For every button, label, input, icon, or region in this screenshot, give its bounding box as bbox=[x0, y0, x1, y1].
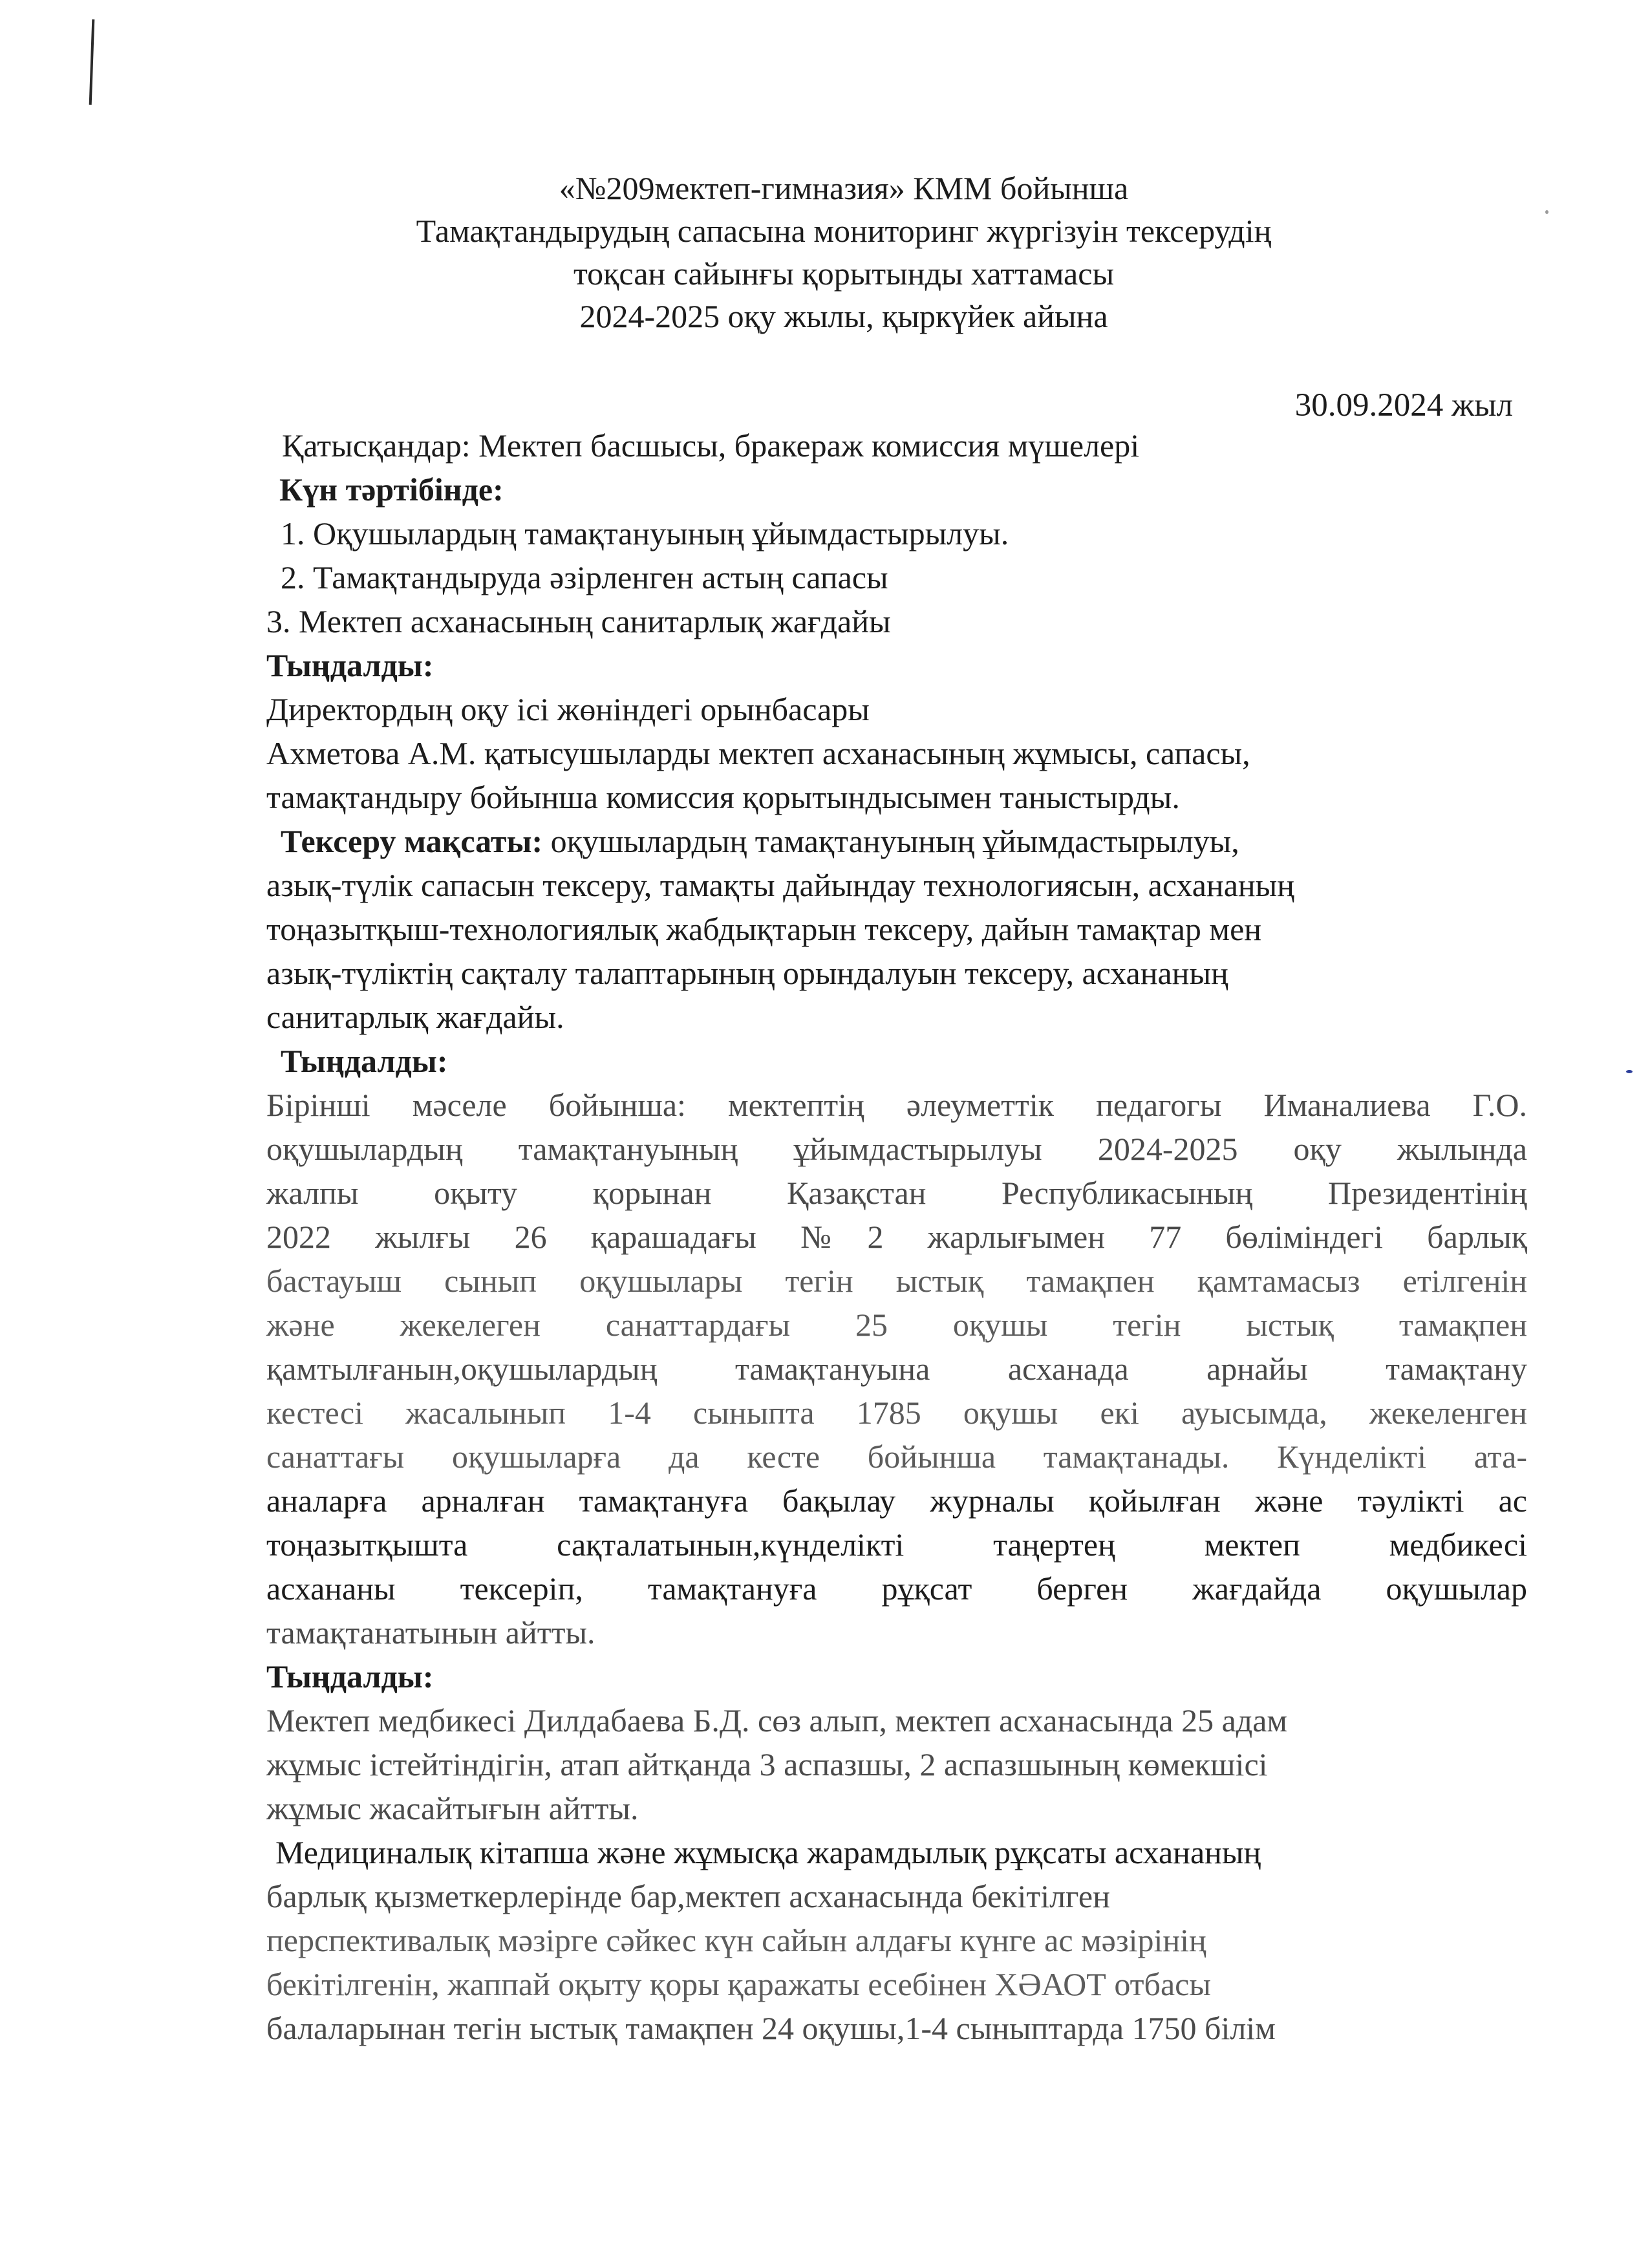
paragraph-line: бастауыш сынып оқушылары тегін ыстық тамақпен қамтамасыз етілгенін bbox=[266, 1263, 1527, 1299]
document-date: 30.09.2024 жыл bbox=[1294, 387, 1513, 423]
paragraph-line: қамтылғанын,оқушылардың тамақтануына асханада арнайы тамақтану bbox=[266, 1351, 1527, 1387]
paragraph-line: Мектеп медбикесі Дилдабаева Б.Д. сөз алып, мектеп асханасында 25 адам bbox=[266, 1702, 1288, 1738]
header-line-3: тоқсан сайынғы қорытынды хаттамасы bbox=[573, 255, 1115, 292]
heard-line: Ахметова А.М. қатысушыларды мектеп асханасының жұмысы, сапасы, bbox=[266, 735, 1250, 771]
purpose-line: азық-түлік сапасын тексеру, тамақты дайындау технологиясын, асхананың bbox=[266, 867, 1294, 903]
header-line-2: Тамақтандырудың сапасына мониторинг жүргізуін тексерудің bbox=[416, 213, 1272, 249]
paragraph-line: аналарға арналған тамақтануға бақылау журналы қойылған және тәулікті ас bbox=[266, 1482, 1527, 1519]
paragraph-line: санаттағы оқушыларға да кесте бойынша тамақтанады. Күнделікті ата- bbox=[266, 1439, 1527, 1475]
heard-line: Директордың оқу ісі жөніндегі орынбасары bbox=[266, 691, 870, 727]
paragraph-line: бекітілгенін, жаппай оқыту қоры қаражаты есебінен ХӘАОТ отбасы bbox=[266, 1966, 1211, 2002]
paragraph-line: асхананы тексеріп, тамақтануға рұқсат берген жағдайда оқушылар bbox=[266, 1570, 1527, 1607]
paragraph-line: және жекелеген санаттардағы 25 оқушы тегін ыстық тамақпен bbox=[266, 1307, 1527, 1343]
purpose-line: санитарлық жағдайы. bbox=[266, 999, 564, 1035]
scan-speck bbox=[1626, 1070, 1633, 1073]
agenda-item: 2. Тамақтандыруда әзірленген астың сапасы bbox=[281, 559, 888, 595]
scan-speck bbox=[1545, 210, 1548, 214]
agenda-item: 3. Мектеп асханасының санитарлық жағдайы bbox=[266, 603, 891, 639]
paragraph-line: тамақтанатынын айтты. bbox=[266, 1614, 595, 1651]
paragraph-line: балаларынан тегін ыстық тамақпен 24 оқушы,1-4 сыныптарда 1750 білім bbox=[266, 2010, 1276, 2046]
heard-heading: Тыңдалды: bbox=[281, 1043, 448, 1079]
heard-line: тамақтандыру бойынша комиссия қорытындысымен таныстырды. bbox=[266, 779, 1180, 815]
paragraph-line: Медициналық кітапша және жұмысқа жарамдылық рұқсаты асхананың bbox=[275, 1834, 1261, 1870]
heard-heading: Тыңдалды: bbox=[266, 647, 434, 683]
participants: Қатысқандар: Мектеп басшысы, бракераж комиссия мүшелері bbox=[282, 427, 1140, 464]
agenda-item: 1. Оқушылардың тамақтануының ұйымдастырылуы. bbox=[281, 515, 1009, 551]
purpose-line: азық-түліктің сақталу талаптарының орындалуын тексеру, асхананың bbox=[266, 955, 1228, 991]
paragraph-line: перспективалық мәзірге сәйкес күн сайын алдағы күнге ас мәзірінің bbox=[266, 1922, 1206, 1958]
purpose-text: оқушылардың тамақтануының ұйымдастырылуы, bbox=[542, 823, 1239, 859]
paragraph-line: жалпы оқыту қорынан Қазақстан Республикасының Президентінің bbox=[266, 1175, 1527, 1211]
header-line-1: «№209мектеп-гимназия» КММ бойынша bbox=[559, 170, 1129, 206]
purpose-line: тоңазытқыш-технологиялық жабдықтарын тексеру, дайын тамақтар мен bbox=[266, 911, 1262, 947]
document-header bbox=[259, 167, 1429, 337]
heard-heading: Тыңдалды: bbox=[266, 1658, 434, 1695]
paragraph-line: жұмыс істейтіндігін, атап айтқанда 3 аспазшы, 2 аспазшының көмекшісі bbox=[266, 1746, 1268, 1782]
purpose-first-line bbox=[266, 819, 1527, 863]
paragraph-line: оқушылардың тамақтануының ұйымдастырылуы 2024-2025 оқу жылында bbox=[266, 1131, 1527, 1167]
paragraph-line: Бірінші мәселе бойынша: мектептің әлеуметтік педагогы Иманалиева Г.О. bbox=[266, 1087, 1527, 1123]
paragraph-line: кестесі жасалынып 1-4 сыныпта 1785 оқушы екі ауысымда, жекеленген bbox=[266, 1395, 1527, 1431]
header-line-4: 2024-2025 оқу жылы, қыркүйек айына bbox=[579, 298, 1108, 334]
agenda-heading: Күн тәртібінде: bbox=[279, 471, 504, 508]
scan-margin-mark bbox=[89, 19, 95, 105]
paragraph-line: тоңазытқышта сақталатынын,күнделікті таңертең мектеп медбикесі bbox=[266, 1526, 1527, 1563]
paragraph-line: барлық қызметкерлерінде бар,мектеп асханасында бекітілген bbox=[266, 1878, 1110, 1914]
purpose-label: Тексеру мақсаты: bbox=[281, 823, 543, 859]
document-body bbox=[266, 423, 1527, 2050]
paragraph-line: жұмыс жасайтығын айтты. bbox=[266, 1790, 639, 1826]
paragraph-line: 2022 жылғы 26 қарашадағы №2 жарлығымен 77 бөліміндегі барлық bbox=[266, 1219, 1527, 1255]
